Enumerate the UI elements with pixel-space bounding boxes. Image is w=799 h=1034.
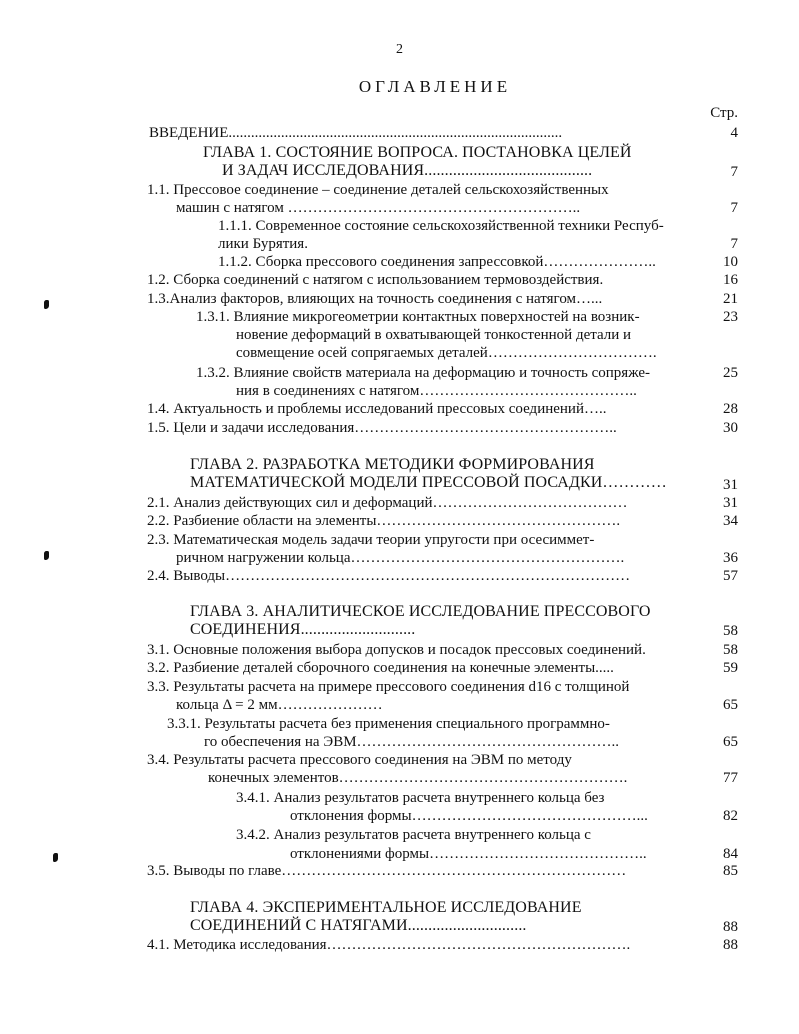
toc-entry-1-1-1-cont[interactable]: лики Бурятия. xyxy=(218,236,308,252)
toc-entry-2-4[interactable]: 2.4. Выводы……………………………………………………………………… xyxy=(147,568,631,584)
toc-page-ch3: 58 xyxy=(723,623,738,639)
chapter-4-heading[interactable]: ГЛАВА 4. ЭКСПЕРИМЕНТАЛЬНОЕ ИССЛЕДОВАНИЕ xyxy=(190,899,582,916)
toc-page-3-3-1: 65 xyxy=(723,734,738,750)
chapter-2-heading[interactable]: ГЛАВА 2. РАЗРАБОТКА МЕТОДИКИ ФОРМИРОВАНИЯ xyxy=(190,456,595,473)
toc-entry-2-3[interactable]: 2.3. Математическая модель задачи теории упругости при осесиммет- xyxy=(147,532,595,548)
toc-page-ch2: 31 xyxy=(723,477,738,493)
scan-mark xyxy=(44,551,49,560)
scan-mark xyxy=(53,853,58,862)
toc-page-intro: 4 xyxy=(730,125,738,141)
toc-entry-2-1[interactable]: 2.1. Анализ действующих сил и деформаций………………………………… xyxy=(147,495,628,511)
toc-page-2-4: 57 xyxy=(723,568,738,584)
toc-page-3-2: 59 xyxy=(723,660,738,676)
toc-page-1-3-1: 23 xyxy=(723,309,738,325)
page-column-label: Стр. xyxy=(710,105,738,121)
toc-page-3-4-2: 84 xyxy=(723,846,738,862)
toc-entry-3-4-2-cont[interactable]: отклонениями формы…………………………………….. xyxy=(290,846,647,862)
toc-entry-1-4[interactable]: 1.4. Актуальность и проблемы исследований прессовых соединений….. xyxy=(147,401,607,417)
toc-page-1-2: 16 xyxy=(723,272,738,288)
toc-entry-3-4-cont[interactable]: конечных элементов…………………………………………………. xyxy=(208,770,628,786)
page-number: 2 xyxy=(396,42,403,57)
toc-page-1-4: 28 xyxy=(723,401,738,417)
toc-entry-2-3-cont[interactable]: ричном нагружении кольца………………………………………………. xyxy=(176,550,625,566)
toc-page-1-1-2: 10 xyxy=(723,254,738,270)
scan-mark xyxy=(44,300,49,309)
toc-entry-1-3-1[interactable]: 1.3.1. Влияние микрогеометрии контактных поверхностей на возник- xyxy=(196,309,640,325)
toc-page-1-3-2: 25 xyxy=(723,365,738,381)
chapter-1-heading-cont[interactable]: И ЗАДАЧ ИССЛЕДОВАНИЯ......................................... xyxy=(222,162,593,179)
toc-page-3-3: 65 xyxy=(723,697,738,713)
toc-page-1-1-1: 7 xyxy=(730,236,738,252)
toc-entry-3-4-1[interactable]: 3.4.1. Анализ результатов расчета внутреннего кольца без xyxy=(236,790,605,806)
toc-entry-intro[interactable]: ВВЕДЕНИЕ......................................................................................... xyxy=(149,125,563,141)
chapter-4-heading-cont[interactable]: СОЕДИНЕНИЙ С НАТЯГАМИ............................. xyxy=(190,917,527,934)
toc-entry-3-3-1-cont[interactable]: го обеспечения на ЭВМ…………………………………………….. xyxy=(204,734,620,750)
toc-entry-3-3-cont[interactable]: кольца Δ = 2 мм………………… xyxy=(176,697,383,713)
toc-entry-1-3[interactable]: 1.3.Анализ факторов, влияющих на точность соединения с натягом…... xyxy=(147,291,603,307)
toc-entry-3-3[interactable]: 3.3. Результаты расчета на примере прессового соединения d16 с толщиной xyxy=(147,679,630,695)
toc-entry-3-1[interactable]: 3.1. Основные положения выбора допусков и посадок прессовых соединений. xyxy=(147,642,646,658)
chapter-3-heading[interactable]: ГЛАВА 3. АНАЛИТИЧЕСКОЕ ИССЛЕДОВАНИЕ ПРЕССОВОГО xyxy=(190,603,651,620)
toc-entry-1-1-1[interactable]: 1.1.1. Современное состояние сельскохозяйственной техники Респуб- xyxy=(218,218,664,234)
toc-entry-3-2[interactable]: 3.2. Разбиение деталей сборочного соединения на конечные элементы..... xyxy=(147,660,614,676)
toc-page-3-5: 85 xyxy=(723,863,738,879)
toc-page-3-4: 77 xyxy=(723,770,738,786)
toc-page-2-2: 34 xyxy=(723,513,738,529)
toc-entry-1-3-2[interactable]: 1.3.2. Влияние свойств материала на деформацию и точность сопряже- xyxy=(196,365,651,381)
toc-page-2-3: 36 xyxy=(723,550,738,566)
toc-entry-4-1[interactable]: 4.1. Методика исследования……………………………………………………. xyxy=(147,937,631,953)
toc-entry-2-2[interactable]: 2.2. Разбиение области на элементы…………………………………………. xyxy=(147,513,621,529)
chapter-2-heading-cont[interactable]: МАТЕМАТИЧЕСКОЙ МОДЕЛИ ПРЕССОВОЙ ПОСАДКИ………… xyxy=(190,474,667,491)
toc-entry-3-3-1[interactable]: 3.3.1. Результаты расчета без применения специального программно- xyxy=(167,716,610,732)
page-title: ОГЛАВЛЕНИЕ xyxy=(358,77,512,96)
toc-entry-1-1[interactable]: 1.1. Прессовое соединение – соединение деталей сельскохозяйственных xyxy=(147,182,609,198)
toc-entry-1-3-2-cont[interactable]: ния в соединениях с натягом…………………………………….. xyxy=(236,383,637,399)
toc-page-ch1: 7 xyxy=(730,164,738,180)
toc-page-1-1: 7 xyxy=(730,200,738,216)
toc-entry-1-1-2[interactable]: 1.1.2. Сборка прессового соединения запрессовкой………………….. xyxy=(218,254,656,270)
toc-entry-1-1-cont[interactable]: машин с натягом ………………………………………………….. xyxy=(176,200,581,216)
toc-entry-3-4[interactable]: 3.4. Результаты расчета прессового соединения на ЭВМ по методу xyxy=(147,752,572,768)
chapter-1-heading[interactable]: ГЛАВА 1. СОСТОЯНИЕ ВОПРОСА. ПОСТАНОВКА ЦЕЛЕЙ xyxy=(203,144,632,161)
toc-page-1-3: 21 xyxy=(723,291,738,307)
toc-page-1-5: 30 xyxy=(723,420,738,436)
toc-entry-3-4-2[interactable]: 3.4.2. Анализ результатов расчета внутреннего кольца с xyxy=(236,827,591,843)
toc-entry-1-3-1-cont2[interactable]: совмещение осей сопрягаемых деталей……………………………. xyxy=(236,345,657,361)
chapter-3-heading-cont[interactable]: СОЕДИНЕНИЯ............................ xyxy=(190,621,416,638)
toc-entry-3-5[interactable]: 3.5. Выводы по главе…………………………………………………………… xyxy=(147,863,627,879)
toc-entry-1-3-1-cont[interactable]: новение деформаций в охватывающей тонкостенной детали и xyxy=(236,327,632,343)
toc-entry-1-5[interactable]: 1.5. Цели и задачи исследования…………………………………………….. xyxy=(147,420,617,436)
toc-page-4-1: 88 xyxy=(723,937,738,953)
toc-page-3-4-1: 82 xyxy=(723,808,738,824)
toc-entry-1-2[interactable]: 1.2. Сборка соединений с натягом с использованием термовоздействия. xyxy=(147,272,604,288)
toc-entry-3-4-1-cont[interactable]: отклонения формы………………………………………... xyxy=(290,808,648,824)
toc-page-2-1: 31 xyxy=(723,495,738,511)
toc-page-ch4: 88 xyxy=(723,919,738,935)
toc-page-3-1: 58 xyxy=(723,642,738,658)
